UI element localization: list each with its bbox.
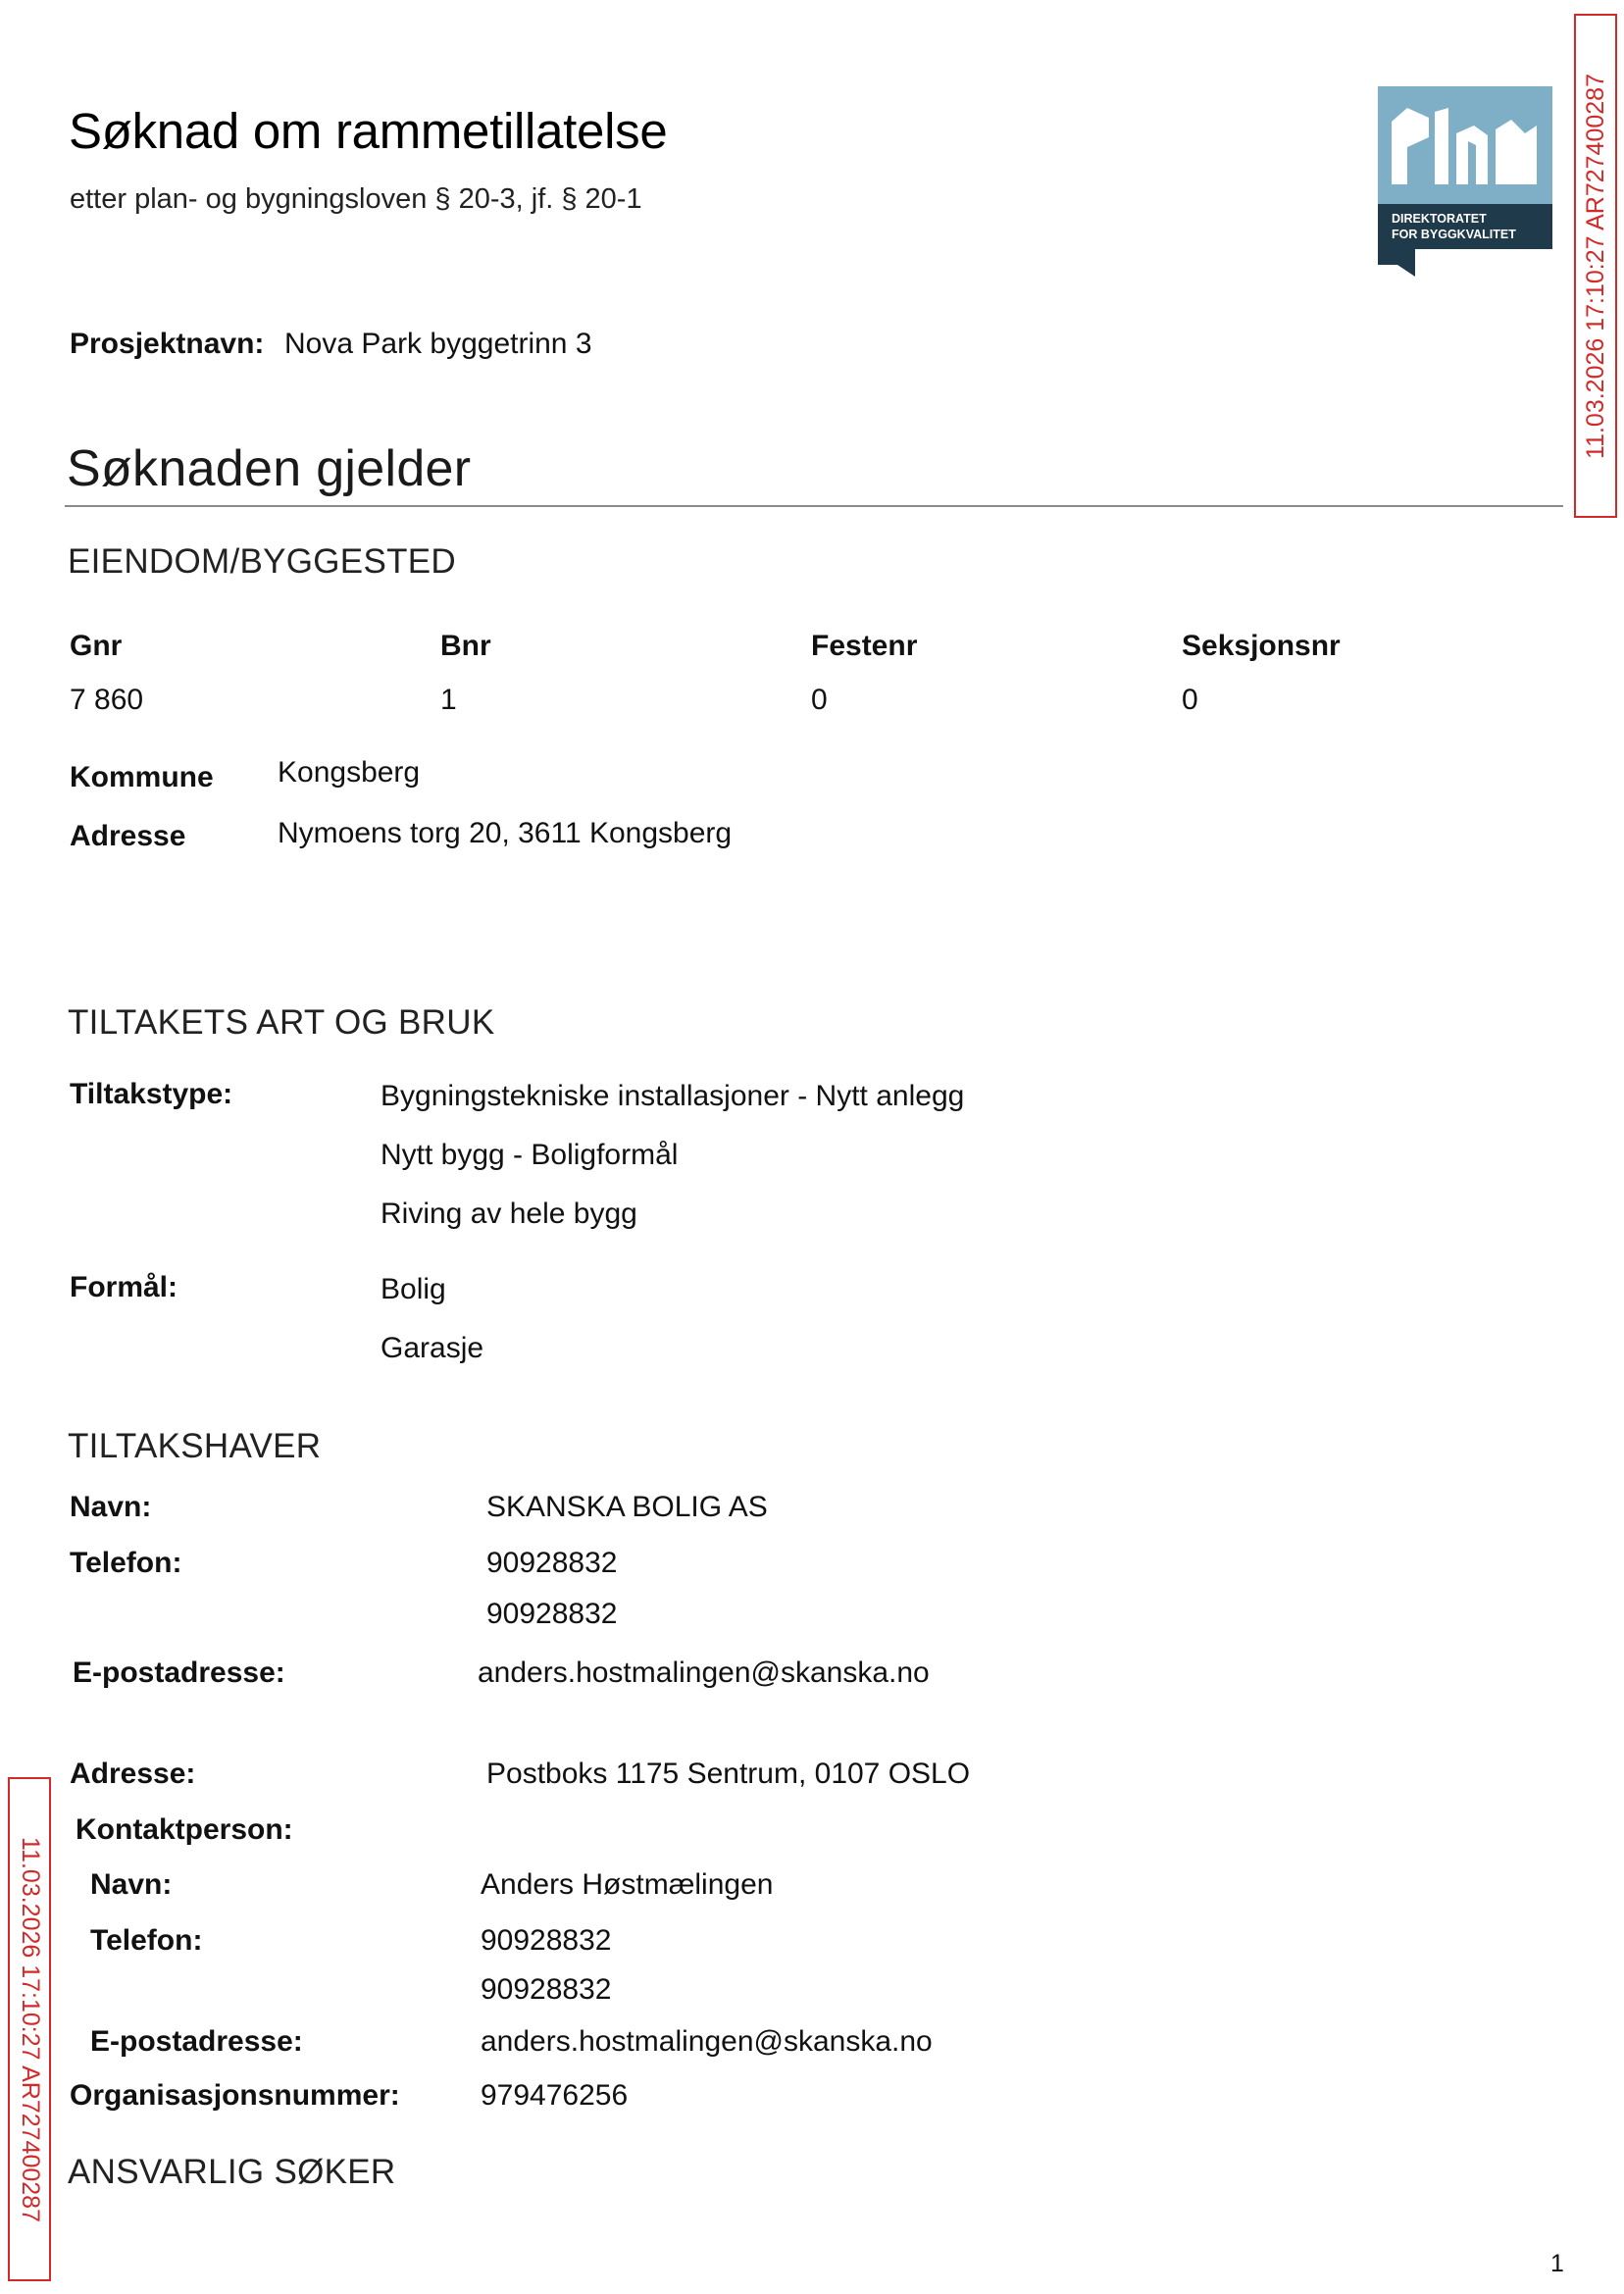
value-festenr: 0 (811, 684, 828, 716)
project-name: Nova Park byggetrinn 3 (284, 328, 592, 360)
value-bnr: 1 (440, 684, 457, 716)
value-kontakt-epost: anders.hostmalingen@skanska.no (481, 2025, 933, 2058)
label-seksjonsnr: Seksjonsnr (1182, 630, 1341, 662)
page-number: 1 (1550, 2250, 1564, 2277)
receipt-stamp-side: 11.03.2026 17:10:27 AR727400287 (8, 1777, 51, 2281)
label-adresse-tiltakshaver: Adresse: (70, 1758, 196, 1790)
value-kontakt-telefon: 90928832 (481, 1924, 612, 1957)
label-tiltakstype: Tiltakstype: (70, 1078, 233, 1110)
heading-ansvarlig-soker: ANSVARLIG SØKER (68, 2153, 396, 2191)
section-divider (65, 505, 1563, 507)
logo-line1: DIREKTORATET (1392, 212, 1487, 226)
value-kontakt-navn: Anders Høstmælingen (481, 1868, 774, 1901)
formal-item: Bolig (381, 1273, 446, 1305)
value-orgnr: 979476256 (481, 2079, 629, 2112)
tiltakstype-item: Bygningstekniske installasjoner - Nytt anlegg (381, 1080, 965, 1112)
label-formal: Formål: (70, 1271, 178, 1303)
label-kontakt-navn: Navn: (90, 1868, 173, 1901)
label-epost: E-postadresse: (73, 1657, 285, 1689)
value-seksjonsnr: 0 (1182, 684, 1198, 716)
value-telefon: 90928832 (486, 1598, 618, 1630)
dibk-logo-icon (1378, 86, 1552, 277)
value-adresse-tiltakshaver: Postboks 1175 Sentrum, 0107 OSLO (486, 1758, 971, 1790)
value-telefon: 90928832 (486, 1547, 618, 1579)
value-gnr: 7 860 (70, 684, 144, 716)
value-navn: SKANSKA BOLIG AS (486, 1491, 768, 1523)
label-gnr: Gnr (70, 630, 123, 662)
section-title-soknaden-gjelder: Søknaden gjelder (67, 440, 472, 497)
tiltakstype-item: Nytt bygg - Boligformål (381, 1139, 679, 1171)
value-adresse: Nymoens torg 20, 3611 Kongsberg (278, 817, 733, 849)
formal-item: Garasje (381, 1332, 484, 1364)
heading-eiendom: EIENDOM/BYGGESTED (68, 542, 456, 581)
label-kontakt-telefon: Telefon: (90, 1924, 203, 1957)
label-navn: Navn: (70, 1491, 152, 1523)
project-label: Prosjektnavn: (70, 328, 265, 360)
heading-tiltakshaver: TILTAKSHAVER (68, 1427, 322, 1465)
tiltakstype-item: Riving av hele bygg (381, 1198, 637, 1230)
label-kontakt-epost: E-postadresse: (90, 2025, 303, 2058)
receipt-stamp-top: 11.03.2026 17:10:27 AR727400287 (1574, 14, 1617, 518)
label-bnr: Bnr (440, 630, 491, 662)
label-festenr: Festenr (811, 630, 918, 662)
label-kontaktperson: Kontaktperson: (76, 1813, 293, 1846)
value-kontakt-telefon: 90928832 (481, 1973, 612, 2006)
heading-tiltak: TILTAKETS ART OG BRUK (68, 1003, 495, 1042)
value-epost: anders.hostmalingen@skanska.no (478, 1657, 930, 1689)
label-adresse: Adresse (70, 820, 186, 852)
logo-line2: FOR BYGGKVALITET (1392, 228, 1516, 241)
label-kommune: Kommune (70, 761, 214, 793)
label-telefon: Telefon: (70, 1547, 182, 1579)
value-kommune: Kongsberg (278, 756, 421, 789)
label-orgnr: Organisasjonsnummer: (70, 2079, 400, 2112)
page-subtitle: etter plan- og bygningsloven § 20-3, jf. § 20-1 (70, 183, 642, 215)
page-title: Søknad om rammetillatelse (69, 103, 668, 159)
